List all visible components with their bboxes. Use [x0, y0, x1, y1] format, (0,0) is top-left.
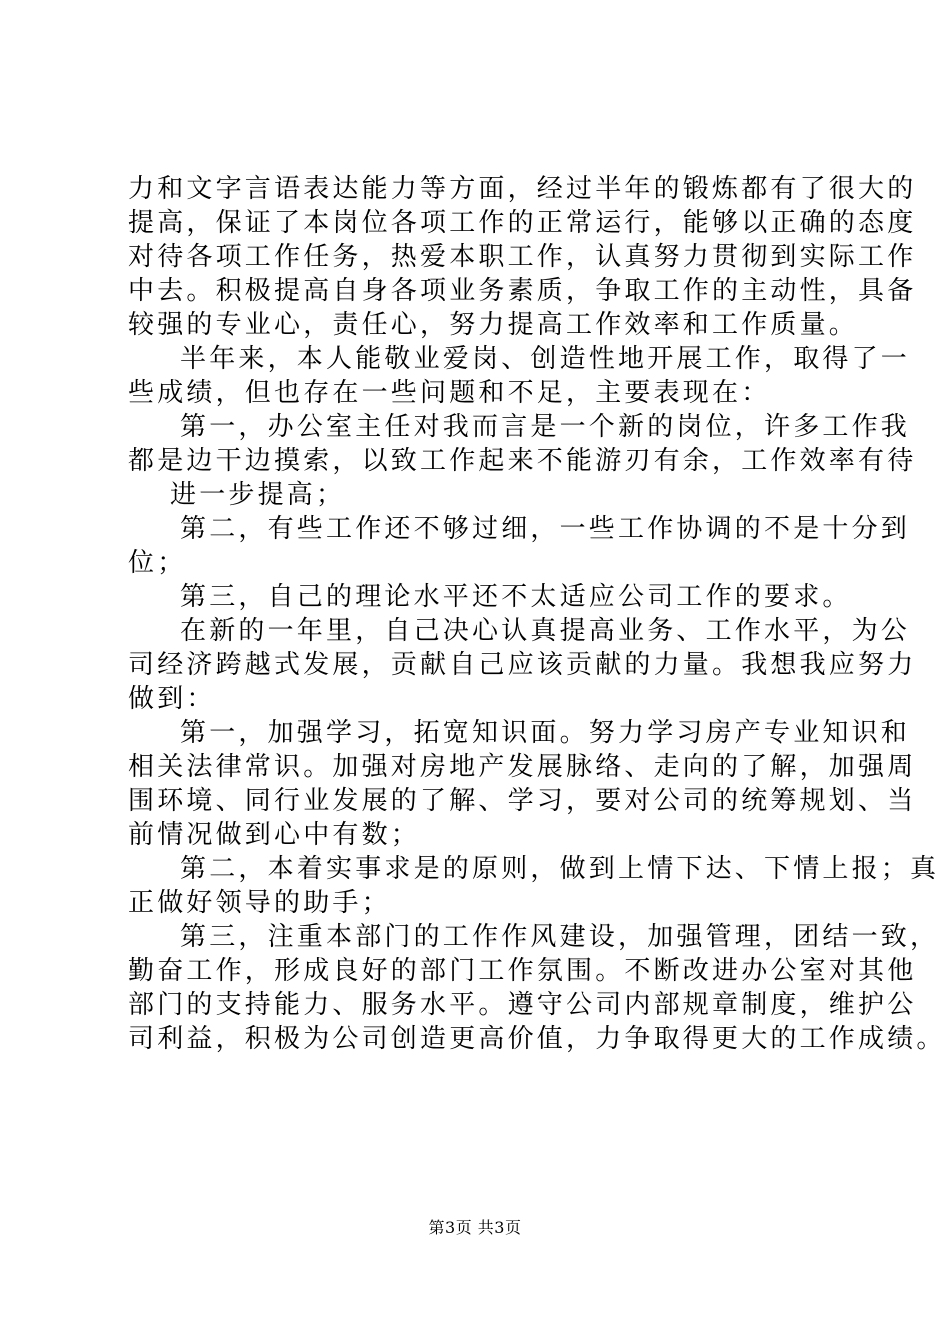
text-line: 进一步提高；: [170, 480, 346, 510]
text-line: 司利益，积极为公司创造更高价值，力争取得更大的工作成绩。: [128, 1024, 946, 1054]
text-line: 半年来，本人能敬业爱岗、创造性地开展工作，取得了一: [180, 344, 911, 374]
text-line: 第三，自己的理论水平还不太适应公司工作的要求。: [180, 582, 852, 612]
text-line: 第二，有些工作还不够过细，一些工作协调的不是十分到: [180, 514, 911, 544]
text-line: 都是边干边摸索，以致工作起来不能游刃有余，工作效率有待: [128, 446, 917, 476]
document-body: [128, 172, 946, 1056]
text-line: 第一，加强学习，拓宽知识面。努力学习房产专业知识和: [180, 718, 911, 748]
text-line: 相关法律常识。加强对房地产发展脉络、走向的了解，加强周: [128, 752, 917, 782]
page-number-footer: 第3页 共3页: [428, 1218, 522, 1237]
text-line: 提高，保证了本岗位各项工作的正常运行，能够以正确的态度: [128, 208, 917, 238]
text-line: 较强的专业心，责任心，努力提高工作效率和工作质量。: [128, 310, 859, 340]
text-line: 在新的一年里，自己决心认真提高业务、工作水平，为公: [180, 616, 911, 646]
text-line: 第一，办公室主任对我而言是一个新的岗位，许多工作我: [180, 412, 911, 442]
text-line: 部门的支持能力、服务水平。遵守公司内部规章制度，维护公: [128, 990, 917, 1020]
text-line: 勤奋工作，形成良好的部门工作氛围。不断改进办公室对其他: [128, 956, 917, 986]
text-line: 前情况做到心中有数；: [128, 820, 421, 850]
text-line: 力和文字言语表达能力等方面，经过半年的锻炼都有了很大的: [128, 174, 917, 204]
text-line: 第三，注重本部门的工作作风建设，加强管理，团结一致，: [180, 922, 940, 952]
text-line: 位；: [128, 548, 187, 578]
text-line: 做到：: [128, 684, 216, 714]
text-line: 司经济跨越式发展，贡献自己应该贡献的力量。我想我应努力: [128, 650, 917, 680]
text-line: 正做好领导的助手；: [128, 888, 391, 918]
text-line: 些成绩，但也存在一些问题和不足，主要表现在：: [128, 378, 771, 408]
text-line: 中去。积极提高自身各项业务素质，争取工作的主动性，具备: [128, 276, 917, 306]
text-line: 对待各项工作任务，热爱本职工作，认真努力贯彻到实际工作: [128, 242, 917, 272]
text-line: 围环境、同行业发展的了解、学习，要对公司的统筹规划、当: [128, 786, 917, 816]
text-line: 第二，本着实事求是的原则，做到上情下达、下情上报；真: [180, 854, 940, 884]
